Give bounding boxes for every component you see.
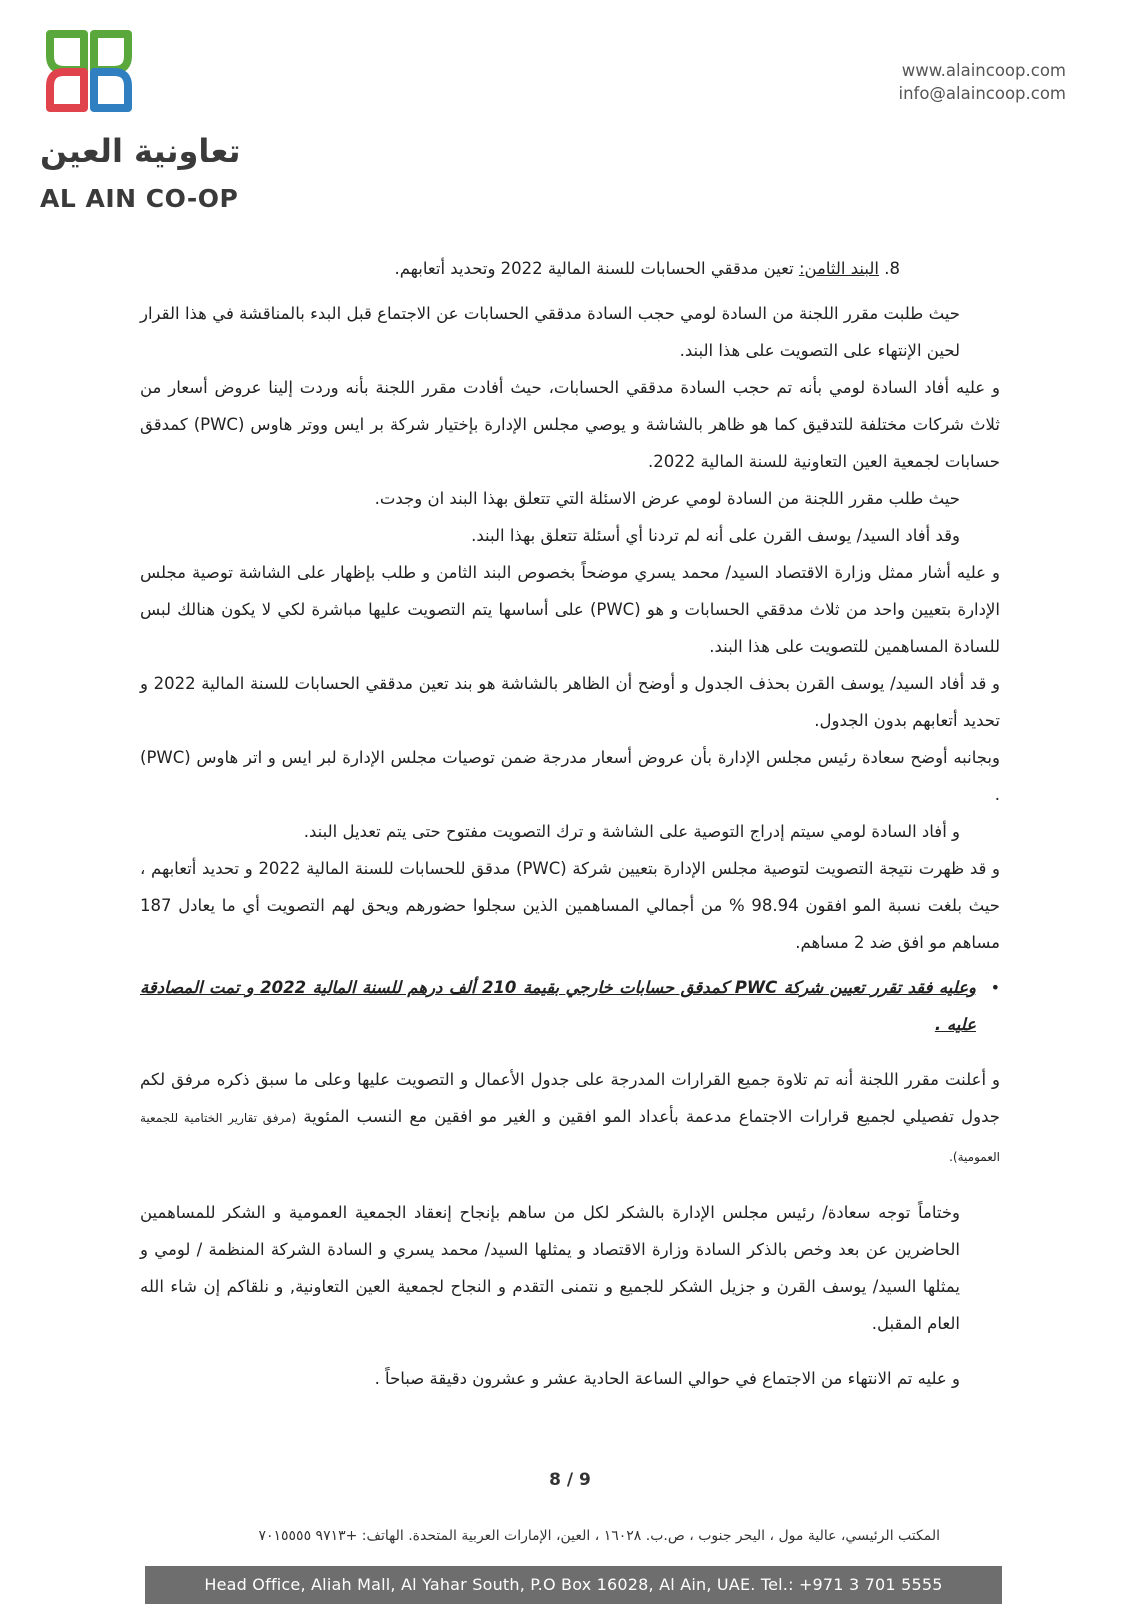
paragraph: و عليه تم الانتهاء من الاجتماع في حوالي الساعة الحادية عشر و عشرون دقيقة صباحاً . xyxy=(374,1369,960,1388)
email-link[interactable]: info@alaincoop.com xyxy=(898,84,1066,103)
coop-logo-icon xyxy=(44,26,134,116)
company-logo xyxy=(38,22,298,213)
decision-bullet xyxy=(140,969,1000,1043)
website-link[interactable]: www.alaincoop.com xyxy=(901,61,1066,80)
footer-address-arabic: المكتب الرئيسي، عالية مول ، اليحر جنوب ، ص.ب. ١٦٠٢٨ ، العين، الإمارات العربية المتحدة. الهاتف: +٩٧١٣ ٧٠١٥٥٥٥ xyxy=(258,1528,940,1544)
logo-english-text: AL AIN CO-OP xyxy=(40,184,239,213)
paragraph: حيث طلبت مقرر اللجنة من السادة لومي حجب السادة مدققي الحسابات عن الاجتماع قبل البدء بالمناقشة في هذا القرار لحين الإنتهاء على التصويت على هذا البند. xyxy=(140,304,960,360)
footer-address-english: Head Office, Aliah Mall, Al Yahar South, P.O Box 16028, Al Ain, UAE. Tel.: +971 3 701 5555 xyxy=(145,1566,1002,1604)
paragraph: وختاماً توجه سعادة/ رئيس مجلس الإدارة بالشكر لكل من ساهم بإنجاح إنعقاد الجمعية العمومية و الشكر للمساهمين الحاضرين عن بعد وخص بالذكر السادة وزارة الاقتصاد و يمثلها السيد/ محمد يسري و السادة الشركة المنظمة / لومي و يمثلها السيد/ يوسف القرن و جزيل الشكر للجميع و نتمنى التقدم و النجاح لجمعية العين التعاونية, و نلقاكم إن شاء الله العام المقبل. xyxy=(140,1203,960,1333)
paragraph: و عليه أشار ممثل وزارة الاقتصاد السيد/ محمد يسري موضحاً بخصوص البند الثامن و طلب بإظهار على الشاشة توصية مجلس الإدارة بتعيين واحد من ثلاث مدققي الحسابات و هو (PWC) على أساسها يتم التصويت عليها مباشرة لكي لا يكون هنالك لبس للسادة المساهمين للتصويت على هذا البند. xyxy=(140,563,1000,656)
logo-arabic-text: تعاونية العين xyxy=(40,132,241,170)
paragraph-text: و أعلنت مقرر اللجنة أنه تم تلاوة جميع القرارات المدرجة على جدول الأعمال و التصويت عليها وعلى ما سبق ذكره مرفق لكم جدول تفصيلي لجميع قرارات الاجتماع مدعمة بأعداد المو افقين و الغير مو افقين مع النسب المئوية xyxy=(140,1070,1000,1126)
paragraph: و قد أفاد السيد/ يوسف القرن بحذف الجدول و أوضح أن الظاهر بالشاشة هو بند تعين مدققي الحسابات للسنة المالية 2022 و تحديد أتعابهم بدون الجدول. xyxy=(140,674,1000,730)
paragraph: و أفاد السادة لومي سيتم إدراج التوصية على الشاشة و ترك التصويت مفتوح حتى يتم تعديل البند. xyxy=(303,822,960,841)
paragraph: و عليه أفاد السادة لومي بأنه تم حجب السادة مدققي الحسابات، حيث أفادت مقرر اللجنة بأنه وردت إلينا عروض أسعار من ثلاث شركات مختلفة للتدقيق كما هو ظاهر بالشاشة و يوصي مجلس الإدارة بإختيار شركة بر ايس ووتر هاوس (PWC) كمدقق حسابات لجمعية العين التعاونية للسنة المالية 2022. xyxy=(140,378,1000,471)
paragraph: وبجانبه أوضح سعادة رئيس مجلس الإدارة بأن عروض أسعار مدرجة ضمن توصيات مجلس الإدارة لبر ايس و اتر هاوس (PWC) . xyxy=(140,748,1000,804)
decision-text: وعليه فقد تقرر تعيين شركة PWC كمدقق حسابات خارجي بقيمة 210 ألف درهم للسنة المالية 2022 و تمت المصادقة عليه . xyxy=(140,978,977,1034)
paragraph: وقد أفاد السيد/ يوسف القرن على أنه لم تردنا أي أسئلة تتعلق بهذا البند. xyxy=(471,526,960,545)
document-body xyxy=(140,250,1000,1397)
paragraph: حيث طلب مقرر اللجنة من السادة لومي عرض الاسئلة التي تتعلق بهذا البند ان وجدت. xyxy=(374,489,960,508)
bullet-icon: • xyxy=(990,978,1000,997)
heading-number: 8. xyxy=(884,259,900,278)
paragraph xyxy=(140,1061,1000,1176)
attachment-note: (مرفق تقارير الختامية للجمعية العمومية). xyxy=(140,1111,1000,1164)
paragraph: و قد ظهرت نتيجة التصويت لتوصية مجلس الإدارة بتعيين شركة (PWC) مدقق للحسابات للسنة المالية 2022 و تحديد أتعابهم ، حيث بلغت نسبة المو افقون 98.94 % من أجمالي المساهمين الذين سجلوا حضورهم ويحق لهم التصويت أي ما يعادل 187 مساهم مو افق ضد 2 مساهم. xyxy=(140,859,1000,952)
page-number: 8 / 9 xyxy=(549,1470,591,1490)
heading-label: البند الثامن: xyxy=(798,259,879,278)
section-heading xyxy=(140,250,1000,287)
contact-info xyxy=(898,59,1066,105)
heading-text: تعين مدققي الحسابات للسنة المالية 2022 وتحديد أتعابهم. xyxy=(394,259,799,278)
